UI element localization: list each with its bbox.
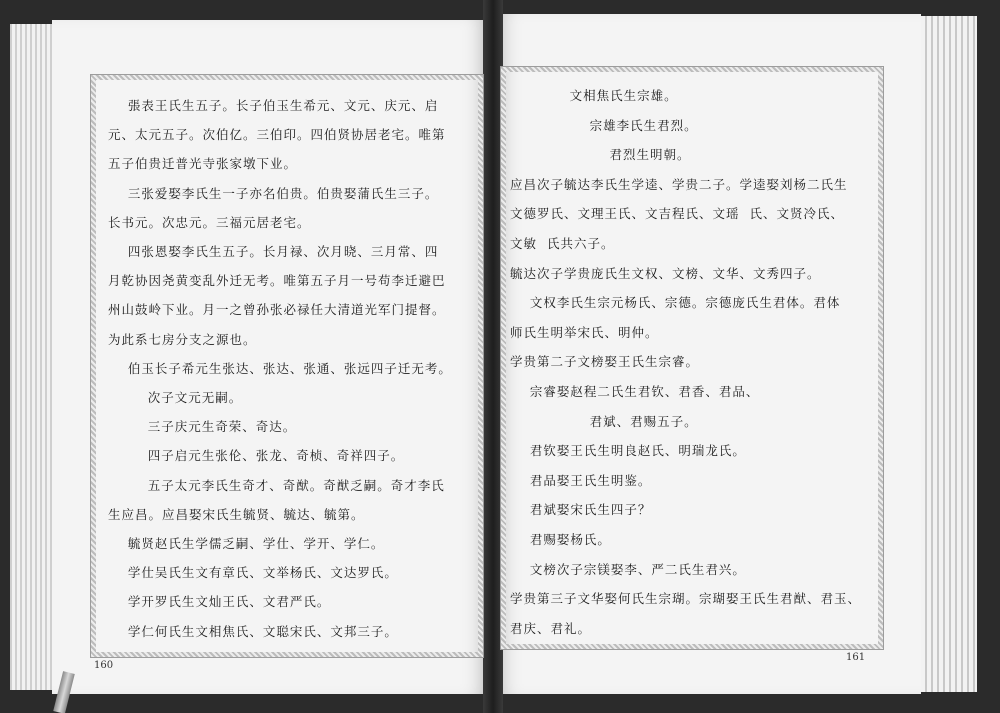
text-line: 伯玉长子希元生张达、张达、张通、张远四子迁无考。	[108, 360, 452, 376]
text-line: 长书元。次忠元。三福元居老宅。	[108, 214, 311, 230]
text-line: 君品娶王氏生明鉴。	[510, 472, 652, 488]
text-line: 文敏 氏共六子。	[510, 236, 615, 251]
text-line: 君斌、君赐五子。	[510, 413, 698, 429]
text-line: 文德罗氏、文理王氏、文吉程氏、文瑶 氏、文贤冷氏、	[510, 206, 844, 222]
text-line: 文权李氏生宗元杨氏、宗德。宗德庞氏生君体。君体	[510, 295, 841, 311]
text-line: 君斌娶宋氏生四子？	[510, 502, 652, 518]
text-line: 宗睿娶赵程二氏生君钦、君香、君品、	[510, 384, 760, 399]
text-line: 学贵第二子文榜娶王氏生宗睿。	[510, 354, 700, 370]
text-line: 五子伯贵迁普光寺张家墩下业。	[108, 156, 298, 172]
text-line: 学开罗氏生文灿王氏、文君严氏。	[108, 594, 331, 610]
text-line: 四张恩娶李氏生五子。长月禄、次月晓、三月常、四	[108, 244, 439, 259]
text-line: 四子启元生张伦、张龙、奇桢、奇祥四子。	[108, 448, 405, 464]
text-line: 应昌次子毓达李氏生学逵、学贵二子。学逵娶刘杨二氏生	[510, 176, 848, 192]
text-line: 三张爱娶李氏生一子亦名伯贵。伯贵娶蒲氏生三子。	[108, 185, 439, 201]
text-line: 为此系七房分支之源也。	[108, 331, 257, 347]
text-line: 君钦娶王氏生明良赵氏、明瑞龙氏。	[510, 443, 746, 459]
text-line: 次子文元无嗣。	[108, 390, 243, 405]
text-line: 三子庆元生奇荣、奇达。	[108, 419, 297, 435]
text-line: 月乾协因尧黄变乱外迁无考。唯第五子月一号苟李迁避巴	[108, 273, 446, 289]
text-line: 文相焦氏生宗雄。	[510, 88, 678, 103]
text-line: 毓达次子学贵庞氏生文权、文榜、文华、文秀四子。	[510, 265, 821, 281]
left-page-number: 160	[94, 660, 114, 671]
right-page-number: 161	[846, 652, 866, 663]
text-line: 君赐娶杨氏。	[510, 532, 611, 547]
text-line: 張表王氏生五子。长子伯玉生希元、文元、庆元、启	[108, 98, 439, 113]
text-line: 生应昌。应昌娶宋氏生毓贤、毓达、毓第。	[108, 506, 365, 522]
text-line: 五子太元李氏生奇才、奇猷。奇猷乏嗣。奇才李氏	[108, 477, 445, 493]
text-line: 元、太元五子。次伯亿。三伯印。四伯贤协居老宅。唯第	[108, 127, 446, 143]
text-line: 君庆、君礼。	[510, 620, 592, 636]
text-line: 学贵第三子文华娶何氏生宗瑚。宗瑚娶王氏生君猷、君玉、	[510, 591, 862, 607]
text-line: 君烈生明朝。	[510, 147, 691, 163]
text-line: 州山鼓岭下业。月一之曾孙张必禄任大清道光军门提督。	[108, 302, 446, 318]
text-line: 文榜次子宗镁娶李、严二氏生君兴。	[510, 561, 746, 577]
text-line: 学仁何氏生文相焦氏、文聪宋氏、文邦三子。	[108, 623, 398, 639]
text-line: 师氏生明举宋氏、明仲。	[510, 324, 659, 340]
right-page-edges	[915, 16, 977, 692]
text-line: 学仕吴氏生文有章氏、文举杨氏、文达罗氏。	[108, 565, 398, 581]
text-line: 宗雄李氏生君烈。	[510, 117, 698, 133]
text-line: 毓贤赵氏生学儒乏嗣、学仕、学开、学仁。	[108, 536, 385, 551]
